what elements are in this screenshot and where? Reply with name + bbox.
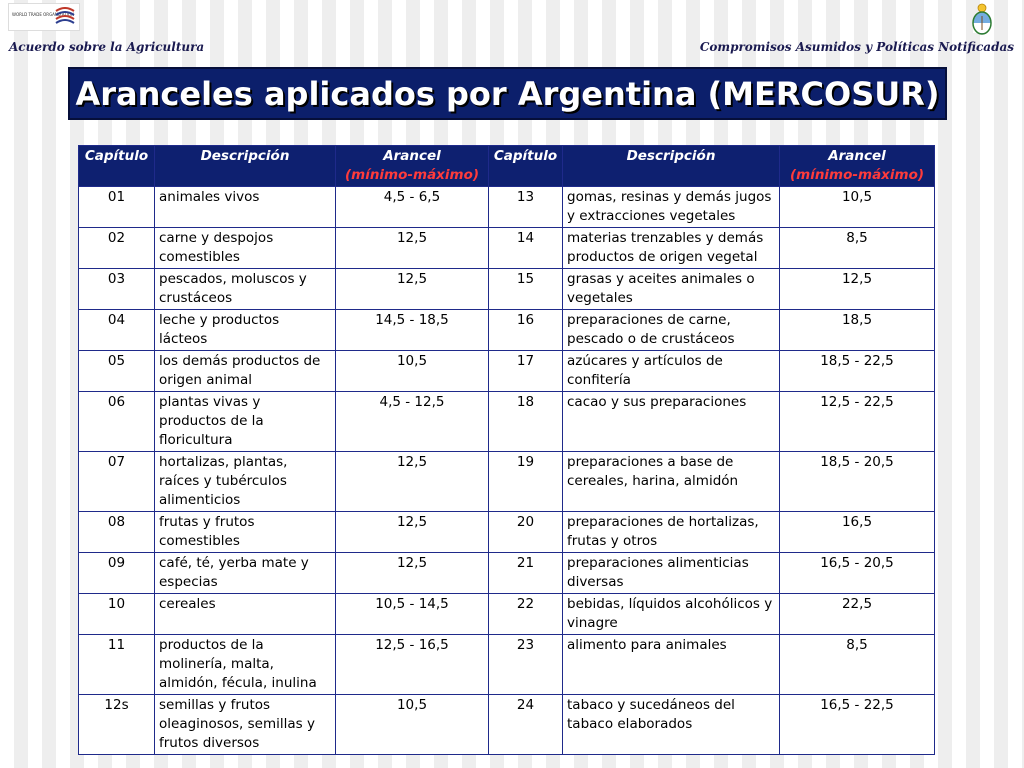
tariff-cell: 22,5 [780, 594, 935, 635]
chapter-cell: 05 [79, 351, 155, 392]
tariff-cell: 12,5 [336, 512, 489, 553]
chapter-cell: 03 [79, 269, 155, 310]
description-cell: alimento para animales [563, 635, 780, 695]
chapter-cell: 08 [79, 512, 155, 553]
description-cell: cacao y sus preparaciones [563, 392, 780, 452]
argentina-coat-of-arms-icon [970, 3, 994, 35]
chapter-cell: 19 [489, 452, 563, 512]
chapter-cell: 02 [79, 228, 155, 269]
chapter-cell: 13 [489, 187, 563, 228]
description-cell: tabaco y sucedáneos del tabaco elaborados [563, 695, 780, 755]
description-cell: café, té, yerba mate y especias [155, 553, 336, 594]
tariff-cell: 12,5 - 22,5 [780, 392, 935, 452]
chapter-cell: 14 [489, 228, 563, 269]
tariff-cell: 8,5 [780, 635, 935, 695]
description-cell: los demás productos de origen animal [155, 351, 336, 392]
header-arancel [780, 146, 935, 187]
tariff-cell: 10,5 [780, 187, 935, 228]
tariff-cell: 4,5 - 6,5 [336, 187, 489, 228]
description-cell: frutas y frutos comestibles [155, 512, 336, 553]
wto-globe-icon [54, 7, 76, 27]
description-cell: pescados, moluscos y crustáceos [155, 269, 336, 310]
header-capitulo: Capítulo [79, 146, 155, 187]
tariff-cell: 10,5 [336, 695, 489, 755]
section-caption-left: Acuerdo sobre la Agricultura [9, 40, 205, 54]
section-caption-right: Compromisos Asumidos y Políticas Notificadas [699, 40, 1014, 54]
title-banner [68, 67, 947, 120]
description-cell: animales vivos [155, 187, 336, 228]
chapter-cell: 22 [489, 594, 563, 635]
table-row [79, 269, 935, 310]
chapter-cell: 11 [79, 635, 155, 695]
description-cell: preparaciones de hortalizas, frutas y otros [563, 512, 780, 553]
table-row [79, 228, 935, 269]
chapter-cell: 17 [489, 351, 563, 392]
description-cell: gomas, resinas y demás jugos y extracciones vegetales [563, 187, 780, 228]
table-row [79, 351, 935, 392]
tariff-cell: 18,5 - 22,5 [780, 351, 935, 392]
wto-logo [8, 3, 80, 31]
tariff-cell: 16,5 - 22,5 [780, 695, 935, 755]
chapter-cell: 06 [79, 392, 155, 452]
chapter-cell: 21 [489, 553, 563, 594]
table-row [79, 594, 935, 635]
header-arancel-label: Arancel [383, 148, 441, 164]
table-row [79, 635, 935, 695]
description-cell: semillas y frutos oleaginosos, semillas y frutos diversos [155, 695, 336, 755]
table-row [79, 392, 935, 452]
description-cell: productos de la molinería, malta, almidón, fécula, inulina [155, 635, 336, 695]
chapter-cell: 23 [489, 635, 563, 695]
description-cell: carne y despojos comestibles [155, 228, 336, 269]
tariff-cell: 16,5 [780, 512, 935, 553]
tariff-cell: 12,5 [336, 269, 489, 310]
description-cell: preparaciones alimenticias diversas [563, 553, 780, 594]
header-arancel-range: (mínimo-máximo) [789, 167, 925, 183]
chapter-cell: 24 [489, 695, 563, 755]
header-descripcion: Descripción [155, 146, 336, 187]
chapter-cell: 04 [79, 310, 155, 351]
tariff-cell: 4,5 - 12,5 [336, 392, 489, 452]
description-cell: grasas y aceites animales o vegetales [563, 269, 780, 310]
table-row [79, 512, 935, 553]
description-cell: hortalizas, plantas, raíces y tubérculos alimenticios [155, 452, 336, 512]
chapter-cell: 01 [79, 187, 155, 228]
table-row [79, 695, 935, 755]
chapter-cell: 07 [79, 452, 155, 512]
chapter-cell: 10 [79, 594, 155, 635]
tariff-cell: 18,5 - 20,5 [780, 452, 935, 512]
tariff-cell: 12,5 [336, 452, 489, 512]
table-row [79, 452, 935, 512]
table-row [79, 310, 935, 351]
table-row [79, 187, 935, 228]
chapter-cell: 16 [489, 310, 563, 351]
page-title: Aranceles aplicados por Argentina (MERCOSUR) [75, 74, 940, 113]
chapter-cell: 18 [489, 392, 563, 452]
tariff-cell: 10,5 [336, 351, 489, 392]
tariff-cell: 12,5 - 16,5 [336, 635, 489, 695]
description-cell: preparaciones de carne, pescado o de crustáceos [563, 310, 780, 351]
wto-logo-text: WORLD TRADE ORGANIZATION [12, 12, 75, 17]
chapter-cell: 12s [79, 695, 155, 755]
description-cell: materias trenzables y demás productos de origen vegetal [563, 228, 780, 269]
header-descripcion: Descripción [563, 146, 780, 187]
tariff-cell: 12,5 [336, 553, 489, 594]
tariff-cell: 18,5 [780, 310, 935, 351]
tariff-cell: 8,5 [780, 228, 935, 269]
header-capitulo: Capítulo [489, 146, 563, 187]
description-cell: azúcares y artículos de confitería [563, 351, 780, 392]
chapter-cell: 20 [489, 512, 563, 553]
tariffs-table [78, 145, 935, 755]
chapter-cell: 15 [489, 269, 563, 310]
tariff-cell: 12,5 [780, 269, 935, 310]
header-arancel [336, 146, 489, 187]
description-cell: leche y productos lácteos [155, 310, 336, 351]
header-arancel-label: Arancel [828, 148, 886, 164]
chapter-cell: 09 [79, 553, 155, 594]
table-header-row [79, 146, 935, 187]
tariff-cell: 16,5 - 20,5 [780, 553, 935, 594]
tariff-cell: 14,5 - 18,5 [336, 310, 489, 351]
table-row [79, 553, 935, 594]
header-arancel-range: (mínimo-máximo) [344, 167, 480, 183]
description-cell: cereales [155, 594, 336, 635]
description-cell: preparaciones a base de cereales, harina, almidón [563, 452, 780, 512]
description-cell: plantas vivas y productos de la floricultura [155, 392, 336, 452]
description-cell: bebidas, líquidos alcohólicos y vinagre [563, 594, 780, 635]
tariff-cell: 10,5 - 14,5 [336, 594, 489, 635]
tariff-cell: 12,5 [336, 228, 489, 269]
